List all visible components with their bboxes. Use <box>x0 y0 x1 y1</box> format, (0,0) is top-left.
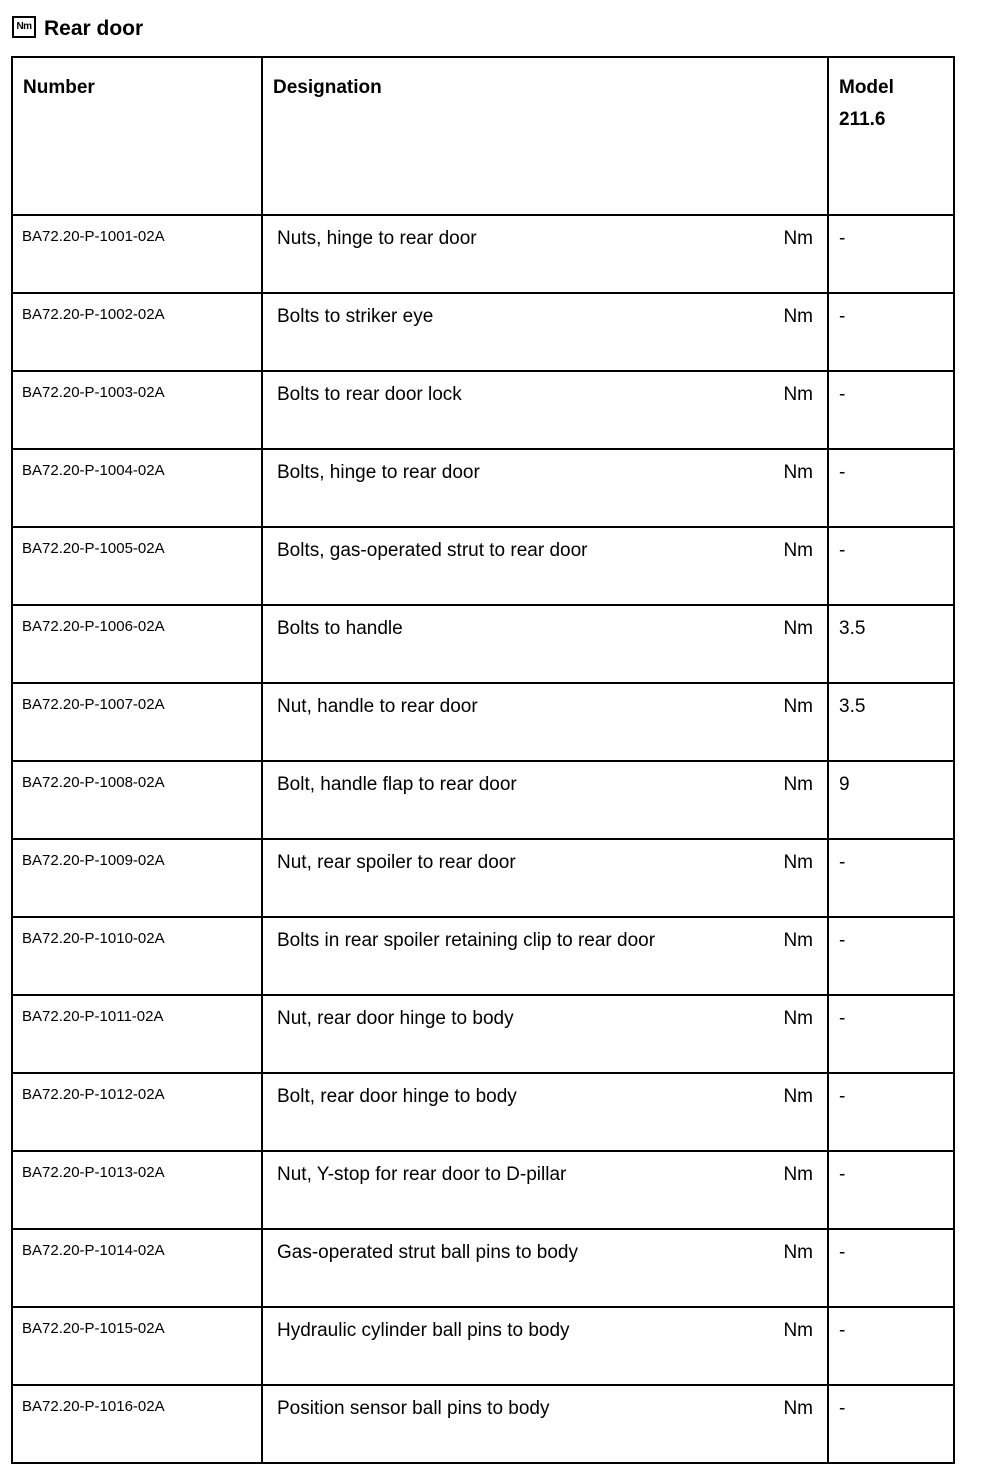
designation-text: Hydraulic cylinder ball pins to body <box>277 1320 570 1341</box>
designation-text: Gas-operated strut ball pins to body <box>277 1242 579 1263</box>
table-row <box>12 839 954 917</box>
cell-number: BA72.20-P-1005-02A <box>12 527 262 605</box>
unit-label: Nm <box>783 852 813 873</box>
cell-model-value: - <box>828 1385 954 1463</box>
cell-designation <box>262 449 828 527</box>
unit-label: Nm <box>783 1164 813 1185</box>
cell-designation <box>262 683 828 761</box>
unit-label: Nm <box>783 1242 813 1263</box>
table-row <box>12 605 954 683</box>
unit-label: Nm <box>783 774 813 795</box>
cell-model-value: - <box>828 527 954 605</box>
cell-number: BA72.20-P-1002-02A <box>12 293 262 371</box>
unit-label: Nm <box>783 618 813 639</box>
designation-text: Bolts to rear door lock <box>277 384 462 405</box>
cell-model-value: - <box>828 215 954 293</box>
cell-model-value: - <box>828 293 954 371</box>
cell-model-value: - <box>828 917 954 995</box>
unit-label: Nm <box>783 540 813 561</box>
cell-model-value: - <box>828 995 954 1073</box>
designation-text: Bolts to handle <box>277 618 403 639</box>
cell-model-value: - <box>828 1073 954 1151</box>
header-model <box>828 57 954 215</box>
cell-number: BA72.20-P-1011-02A <box>12 995 262 1073</box>
designation-text: Bolts, hinge to rear door <box>277 462 480 483</box>
unit-label: Nm <box>783 1008 813 1029</box>
cell-model-value: - <box>828 371 954 449</box>
cell-model-value: 3.5 <box>828 683 954 761</box>
cell-designation <box>262 839 828 917</box>
cell-designation <box>262 995 828 1073</box>
cell-model-value: - <box>828 839 954 917</box>
unit-label: Nm <box>783 306 813 327</box>
cell-model-value: 3.5 <box>828 605 954 683</box>
cell-designation <box>262 527 828 605</box>
cell-number: BA72.20-P-1007-02A <box>12 683 262 761</box>
cell-model-value: - <box>828 1307 954 1385</box>
cell-model-value: - <box>828 449 954 527</box>
cell-designation <box>262 1229 828 1307</box>
table-row <box>12 917 954 995</box>
torque-nm-icon: Nm <box>12 16 36 38</box>
cell-designation <box>262 293 828 371</box>
cell-number: BA72.20-P-1003-02A <box>12 371 262 449</box>
cell-designation <box>262 761 828 839</box>
designation-text: Bolt, rear door hinge to body <box>277 1086 517 1107</box>
page-title: Rear door <box>44 17 144 40</box>
cell-designation <box>262 917 828 995</box>
header-model-label: Model <box>839 77 894 98</box>
cell-model-value: 9 <box>828 761 954 839</box>
table-row <box>12 761 954 839</box>
designation-text: Nut, rear spoiler to rear door <box>277 852 516 873</box>
cell-designation <box>262 371 828 449</box>
cell-number: BA72.20-P-1010-02A <box>12 917 262 995</box>
cell-number: BA72.20-P-1001-02A <box>12 215 262 293</box>
cell-number: BA72.20-P-1006-02A <box>12 605 262 683</box>
cell-designation <box>262 605 828 683</box>
cell-designation <box>262 1073 828 1151</box>
table-row <box>12 1151 954 1229</box>
designation-text: Bolt, handle flap to rear door <box>277 774 517 795</box>
designation-text: Bolts in rear spoiler retaining clip to rear door <box>277 930 656 951</box>
table-row <box>12 215 954 293</box>
designation-text: Nut, rear door hinge to body <box>277 1008 514 1029</box>
header-number: Number <box>12 57 262 215</box>
cell-designation <box>262 1307 828 1385</box>
designation-text: Nut, handle to rear door <box>277 696 478 717</box>
designation-text: Bolts, gas-operated strut to rear door <box>277 540 588 561</box>
designation-text: Bolts to striker eye <box>277 306 434 327</box>
table-row <box>12 449 954 527</box>
table-row <box>12 293 954 371</box>
unit-label: Nm <box>783 1320 813 1341</box>
cell-number: BA72.20-P-1015-02A <box>12 1307 262 1385</box>
table-row <box>12 371 954 449</box>
header-model-number: 211.6 <box>839 109 886 130</box>
designation-text: Nuts, hinge to rear door <box>277 228 477 249</box>
table-row <box>12 1385 954 1463</box>
cell-number: BA72.20-P-1004-02A <box>12 449 262 527</box>
unit-label: Nm <box>783 1398 813 1419</box>
table-row <box>12 527 954 605</box>
cell-designation <box>262 215 828 293</box>
cell-number: BA72.20-P-1013-02A <box>12 1151 262 1229</box>
table-row <box>12 683 954 761</box>
cell-designation <box>262 1151 828 1229</box>
table-row <box>12 1307 954 1385</box>
cell-number: BA72.20-P-1009-02A <box>12 839 262 917</box>
cell-model-value: - <box>828 1151 954 1229</box>
table-header-row <box>12 57 954 215</box>
header-designation: Designation <box>262 57 828 215</box>
designation-text: Nut, Y-stop for rear door to D-pillar <box>277 1164 567 1185</box>
cell-number: BA72.20-P-1016-02A <box>12 1385 262 1463</box>
unit-label: Nm <box>783 696 813 717</box>
cell-number: BA72.20-P-1012-02A <box>12 1073 262 1151</box>
table-row <box>12 1073 954 1151</box>
cell-number: BA72.20-P-1008-02A <box>12 761 262 839</box>
designation-text: Position sensor ball pins to body <box>277 1398 550 1419</box>
page-header <box>12 14 143 44</box>
unit-label: Nm <box>783 228 813 249</box>
table-row <box>12 1229 954 1307</box>
unit-label: Nm <box>783 930 813 951</box>
unit-label: Nm <box>783 384 813 405</box>
unit-label: Nm <box>783 1086 813 1107</box>
torque-spec-table <box>11 56 955 1464</box>
table-row <box>12 995 954 1073</box>
unit-label: Nm <box>783 462 813 483</box>
cell-model-value: - <box>828 1229 954 1307</box>
cell-designation <box>262 1385 828 1463</box>
cell-number: BA72.20-P-1014-02A <box>12 1229 262 1307</box>
